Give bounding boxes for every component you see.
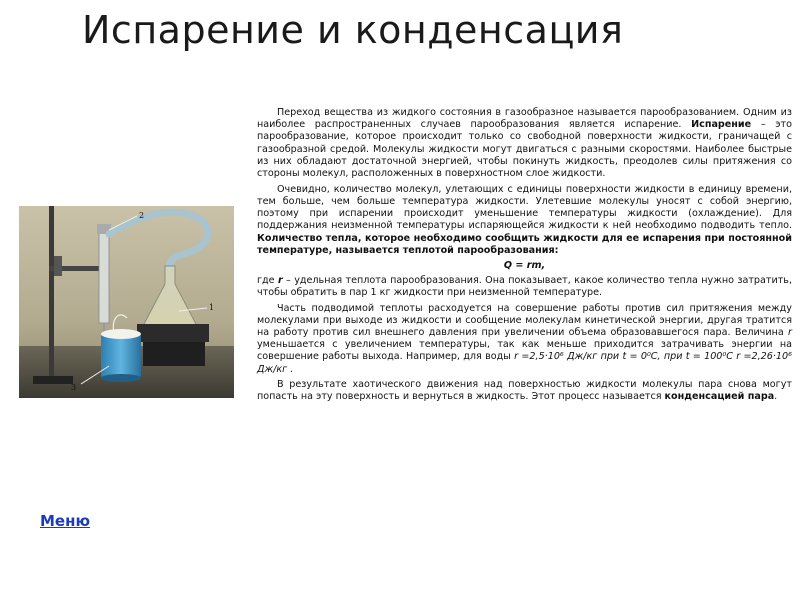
paragraph-2: Очевидно, количество молекул, улетающих с единицы поверхности жидкости в единицу времени, тем больше, чем больше температура жидкости. Улетевшие молекулы уносят с собой энергию, поэтому при испарении происходит уменьшение температуры жидкости (охлаждение). Для поддержания неизменной температуры испаряющейся жидкости к ней необходимо подводить тепло. Количество тепла, которое необходимо сообщить жидкости для ее испарения при постоянной температуре, называется теплотой парообразования: bbox=[257, 183, 792, 256]
body-text bbox=[257, 107, 792, 407]
photo-label-2: 2 bbox=[139, 211, 145, 220]
paragraph-4: Часть подводимой теплоты расходуется на совершение работы против сил притяжения между молекулами при выходе из жидкости и сообщение молекулам кинетической энергии, другая тратится на работу против сил внешнего давления при увеличении объема образовавшегося пара. Величина r уменьшается с увеличением температуры, так как меньше приходится затрачивать энергии на совершение работы выхода. Например, для воды r =2,5·10⁶ Дж/кг при t = 0⁰С, при t = 100⁰С r =2,26·10⁶ Дж/кг . bbox=[257, 302, 792, 375]
photo-label-3: 3 bbox=[71, 383, 77, 392]
photo-label-1: 1 bbox=[209, 303, 215, 312]
formula: Q = rm, bbox=[503, 260, 546, 272]
menu-link[interactable]: Меню bbox=[40, 512, 91, 530]
paragraph-5: В результате хаотического движения над поверхностью жидкости молекулы пара снова могут попасть на эту поверхность и вернуться в жидкость. Этот процесс называется конденсацией пара. bbox=[257, 379, 792, 403]
paragraph-1: Переход вещества из жидкого состояния в газообразное называется парообразованием. Одним из наиболее распространенных случаев парообразования является испарение. Испарение – это парообразование, которое происходит только со свободной поверхности жидкости, граничащей с газообразной средой. Молекулы жидкости могут двигаться с разными скоростями. Наиболее быстрые из них обладают достаточной энергией, чтобы покинуть жидкость, преодолев силы притяжения со стороны молекул, расположенных в поверхностном слое жидкости. bbox=[257, 107, 792, 180]
lab-apparatus-photo bbox=[19, 206, 234, 398]
slide-title: Испарение и конденсация bbox=[82, 8, 624, 52]
paragraph-3: где r – удельная теплота парообразования. Она показывает, какое количество тепла нужно затратить, чтобы обратить в пар 1 кг жидкости при неизменной температуре. bbox=[257, 274, 792, 298]
